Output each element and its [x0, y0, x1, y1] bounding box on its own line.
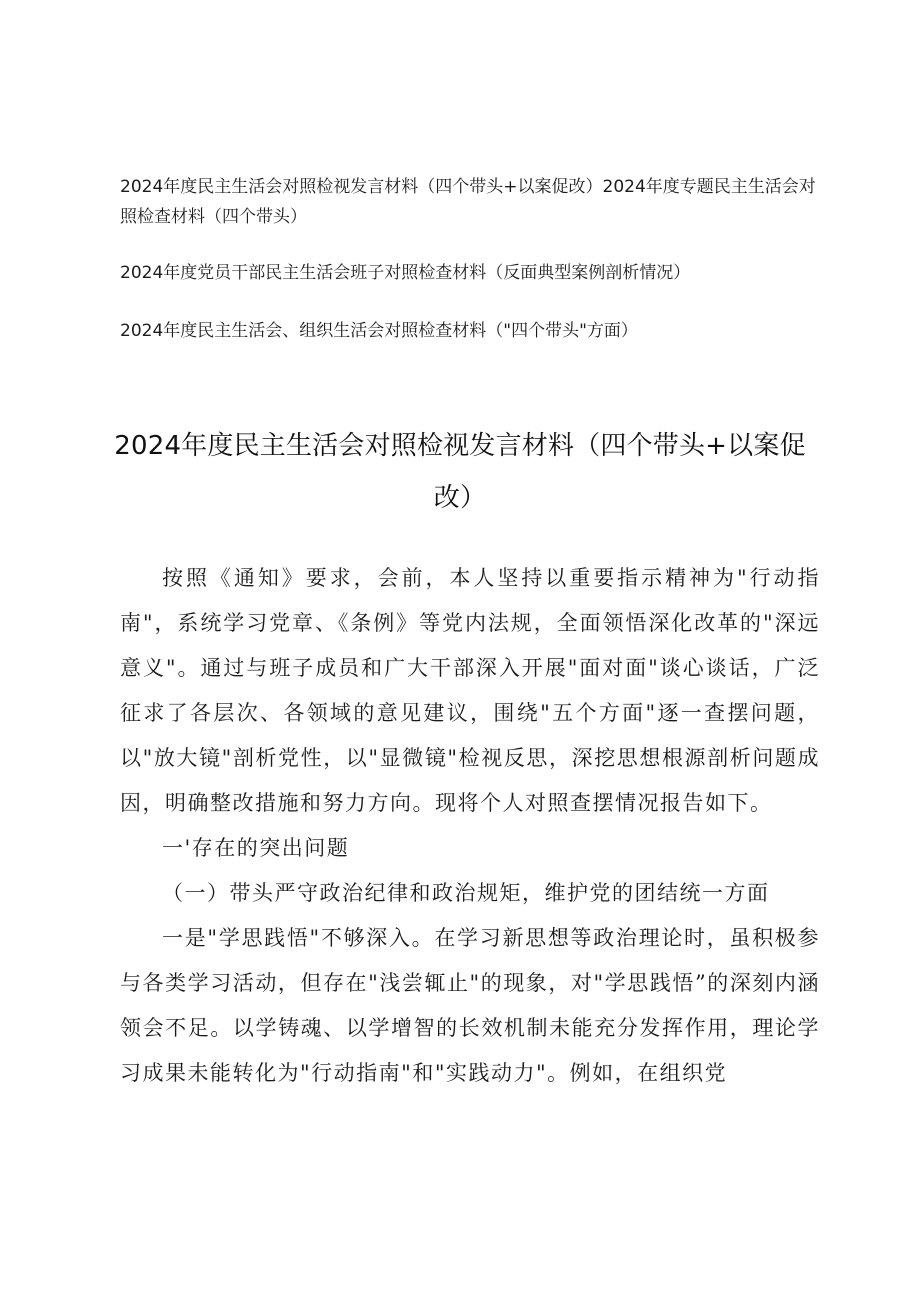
document-list	[120, 172, 820, 346]
document-list-item: 2024年度党员干部民主生活会班子对照检查材料（反面典型案例剖析情况）	[120, 263, 691, 283]
section-heading: 一'存在的突出问题	[162, 836, 350, 860]
subsection-heading: （一）带头严守政治纪律和政治规矩，维护党的团结统一方面	[162, 881, 770, 905]
intro-paragraph: 按照《通知》要求，会前，本人坚持以重要指示精神为"行动指南"，系统学习党章、《条例》等党内法规，全面领悟深化改革的"深远意义"。通过与班子成员和广大干部深入开展"面对面"谈心谈话，广泛征求了各层次、各领域的意见建议，围绕"五个方面"逐一查摆问题，以"放大镜"剖析党性，以"显微镜"检视反思，深挖思想根源剖析问题成因，明确整改措施和努力方向。现将个人对照查摆情况报告如下。	[120, 566, 820, 815]
document-list-item: 2024年度民主生活会对照检视发言材料（四个带头+以案促改）2024年度专题民主生活会对照检查材料（四个带头）	[120, 177, 816, 227]
point-one-paragraph: 一是"学思践悟"不够深入。在学习新思想等政治理论时，虽积极参与各类学习活动，但存在"浅尝辄止"的现象，对"学思践悟”的深刻内涵领会不足。以学铸魂、以学增智的长效机制未能充分发挥作用，理论学习成果未能转化为"行动指南"和"实践动力"。例如，在组织党	[120, 926, 820, 1085]
document-body	[120, 556, 820, 1096]
document-list-item: 2024年度民主生活会、组织生活会对照检查材料（"四个带头"方面）	[120, 321, 638, 341]
document-title: 2024年度民主生活会对照检视发言材料（四个带头+以案促改）	[114, 431, 806, 513]
